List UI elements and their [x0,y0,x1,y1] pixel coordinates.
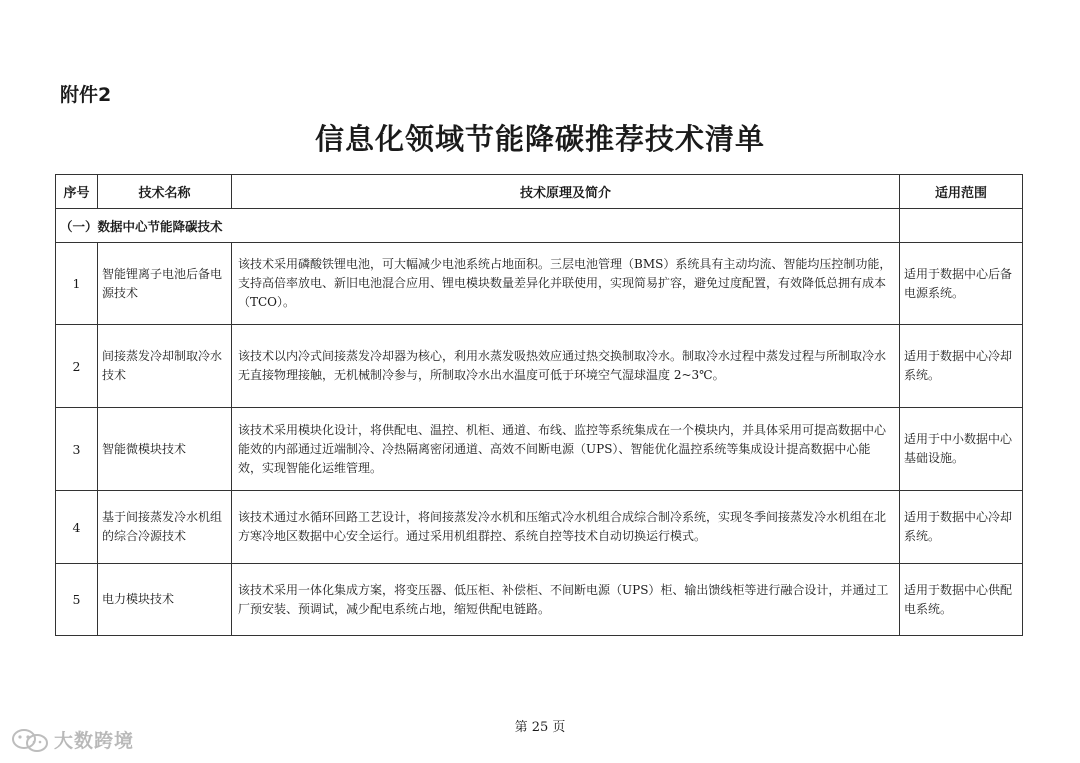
technology-description: 该技术采用磷酸铁锂电池，可大幅减少电池系统占地面积。三层电池管理（BMS）系统具有主动均流、智能均压控制功能，支持高倍率放电、新旧电池混合应用、锂电模块数量差异化并联使用，实现简易扩容，避免过度配置，有效降低总拥有成本（TCO）。 [232,243,900,325]
technology-name: 电力模块技术 [98,564,232,636]
watermark [8,726,134,753]
section-title: （一）数据中心节能降碳技术 [56,209,900,243]
wechat-logo-icon [8,727,52,753]
application-scope: 适用于数据中心冷却系统。 [900,491,1023,564]
application-scope: 适用于数据中心后备电源系统。 [900,243,1023,325]
table-row [56,325,1023,408]
application-scope: 适用于数据中心冷却系统。 [900,325,1023,408]
table-row [56,564,1023,636]
technology-name: 智能微模块技术 [98,408,232,491]
section-empty-cell [900,209,1023,243]
row-number: 3 [56,408,98,491]
technology-description: 该技术以内冷式间接蒸发冷却器为核心，利用水蒸发吸热效应通过热交换制取冷水。制取冷水过程中蒸发过程与所制取冷水无直接物理接触，无机械制冷参与，所制取冷水出水温度可低于环境空气湿球温度 2~3℃。 [232,325,900,408]
application-scope: 适用于数据中心供配电系统。 [900,564,1023,636]
technology-description: 该技术通过水循环回路工艺设计，将间接蒸发冷水机和压缩式冷水机组合成综合制冷系统，实现冬季间接蒸发冷水机组在北方寒冷地区数据中心安全运行。通过采用机组群控、系统自控等技术自动切换运行模式。 [232,491,900,564]
technology-name: 智能锂离子电池后备电源技术 [98,243,232,325]
column-header-num: 序号 [56,175,98,209]
attachment-label: 附件2 [60,84,112,106]
page-number: 第 25 页 [514,720,566,735]
technology-description: 该技术采用模块化设计，将供配电、温控、机柜、通道、布线、监控等系统集成在一个模块内，并具体采用可提高数据中心能效的内部通过近端制冷、冷热隔离密闭通道、高效不间断电源（UPS）、智能优化温控系统等集成设计提高数据中心能效，实现智能化运维管理。 [232,408,900,491]
row-number: 5 [56,564,98,636]
table-row [56,243,1023,325]
table-row [56,408,1023,491]
row-number: 4 [56,491,98,564]
technology-table [55,174,1023,636]
page-title: 信息化领域节能降碳推荐技术清单 [314,122,765,156]
technology-description: 该技术采用一体化集成方案，将变压器、低压柜、补偿柜、不间断电源（UPS）柜、输出馈线柜等进行融合设计，并通过工厂预安装、预调试，减少配电系统占地，缩短供配电链路。 [232,564,900,636]
row-number: 1 [56,243,98,325]
column-header-scope: 适用范围 [900,175,1023,209]
watermark-text: 大数跨境 [54,730,135,752]
row-number: 2 [56,325,98,408]
table-header-row [56,175,1023,209]
column-header-desc: 技术原理及简介 [232,175,900,209]
technology-name: 基于间接蒸发冷水机组的综合冷源技术 [98,491,232,564]
section-row [56,209,1023,243]
technology-name: 间接蒸发冷却制取冷水技术 [98,325,232,408]
application-scope: 适用于中小数据中心基础设施。 [900,408,1023,491]
table-row [56,491,1023,564]
column-header-name: 技术名称 [98,175,232,209]
